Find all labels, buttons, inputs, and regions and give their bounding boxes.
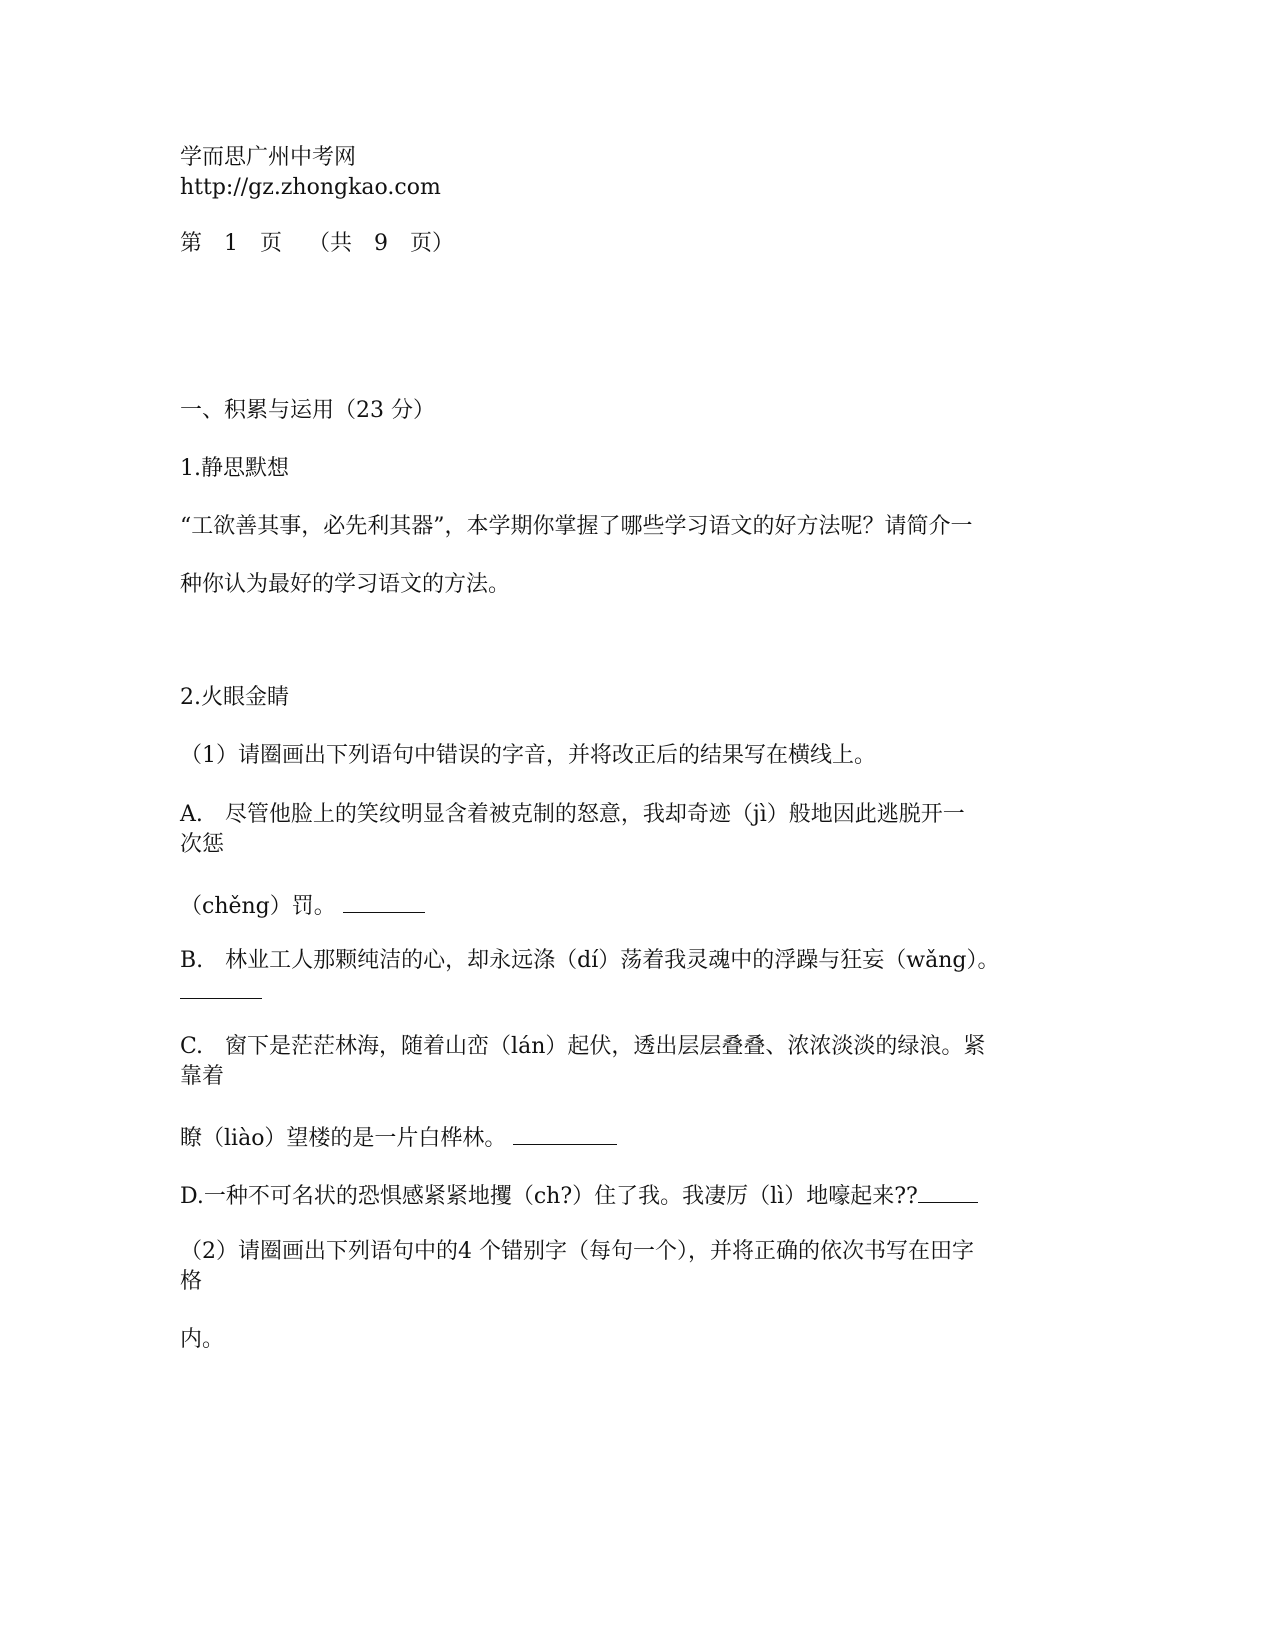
site-name: 学而思广州中考网	[180, 145, 357, 170]
option-b-answer-row	[180, 974, 262, 1008]
page-label-gong: （共	[308, 231, 353, 256]
part2-instruction-line3: 内。	[180, 1327, 225, 1352]
page-total: 9	[374, 231, 389, 256]
option-b-line1: B. 林业工人那颗纯洁的心，却永远涤（dí）荡着我灵魂中的浮躁与狂妄（wǎng）。	[180, 948, 1000, 973]
question-1-text-line2: 种你认为最好的学习语文的方法。	[180, 572, 511, 597]
option-a-answer-blank[interactable]	[343, 888, 425, 913]
option-a-line1: A. 尽管他脸上的笑纹明显含着被克制的怒意，我却奇迹（jì）般地因此逃脱开一	[180, 802, 965, 827]
option-d-text: D.一种不可名状的恐惧感紧紧地攫（ch?）住了我。我凄厉（lì）地嚎起来??	[180, 1184, 918, 1209]
option-c-line3	[180, 1120, 617, 1154]
option-a-line3	[180, 888, 425, 922]
option-c-text: 瞭（liào）望楼的是一片白桦林。	[180, 1126, 507, 1151]
option-b-answer-blank[interactable]	[180, 974, 262, 999]
question-1-title: 1.静思默想	[180, 456, 289, 481]
page-current: 1	[224, 231, 239, 256]
page-label-ye: 页	[260, 231, 283, 256]
section-title: 一、积累与运用（23 分）	[180, 398, 435, 423]
part2-instruction-line1: （2）请圈画出下列语句中的4 个错别字（每句一个），并将正确的依次书写在田字	[180, 1239, 974, 1264]
option-c-line2: 靠着	[180, 1064, 225, 1089]
part1-instruction: （1）请圈画出下列语句中错误的字音，并将改正后的结果写在横线上。	[180, 743, 876, 768]
page-label-ye-end: 页）	[410, 231, 455, 256]
option-c-line1: C. 窗下是茫茫林海，随着山峦（lán）起伏，透出层层叠叠、浓浓淡淡的绿浪。紧	[180, 1034, 986, 1059]
part2-instruction-line2: 格	[180, 1269, 203, 1294]
option-c-answer-blank[interactable]	[513, 1120, 617, 1145]
question-1-text-line1: “工欲善其事，必先利其器”，本学期你掌握了哪些学习语文的好方法呢？请简介一	[180, 514, 973, 539]
option-a-text: （chěng）罚。	[180, 894, 336, 919]
site-url[interactable]: http://gz.zhongkao.com	[180, 175, 441, 200]
page-label-di: 第	[180, 231, 203, 256]
page-indicator	[180, 229, 454, 259]
option-d-line1	[180, 1178, 978, 1212]
question-2-title: 2.火眼金睛	[180, 685, 289, 710]
option-a-line2: 次惩	[180, 832, 225, 857]
option-d-answer-blank[interactable]	[918, 1178, 978, 1203]
